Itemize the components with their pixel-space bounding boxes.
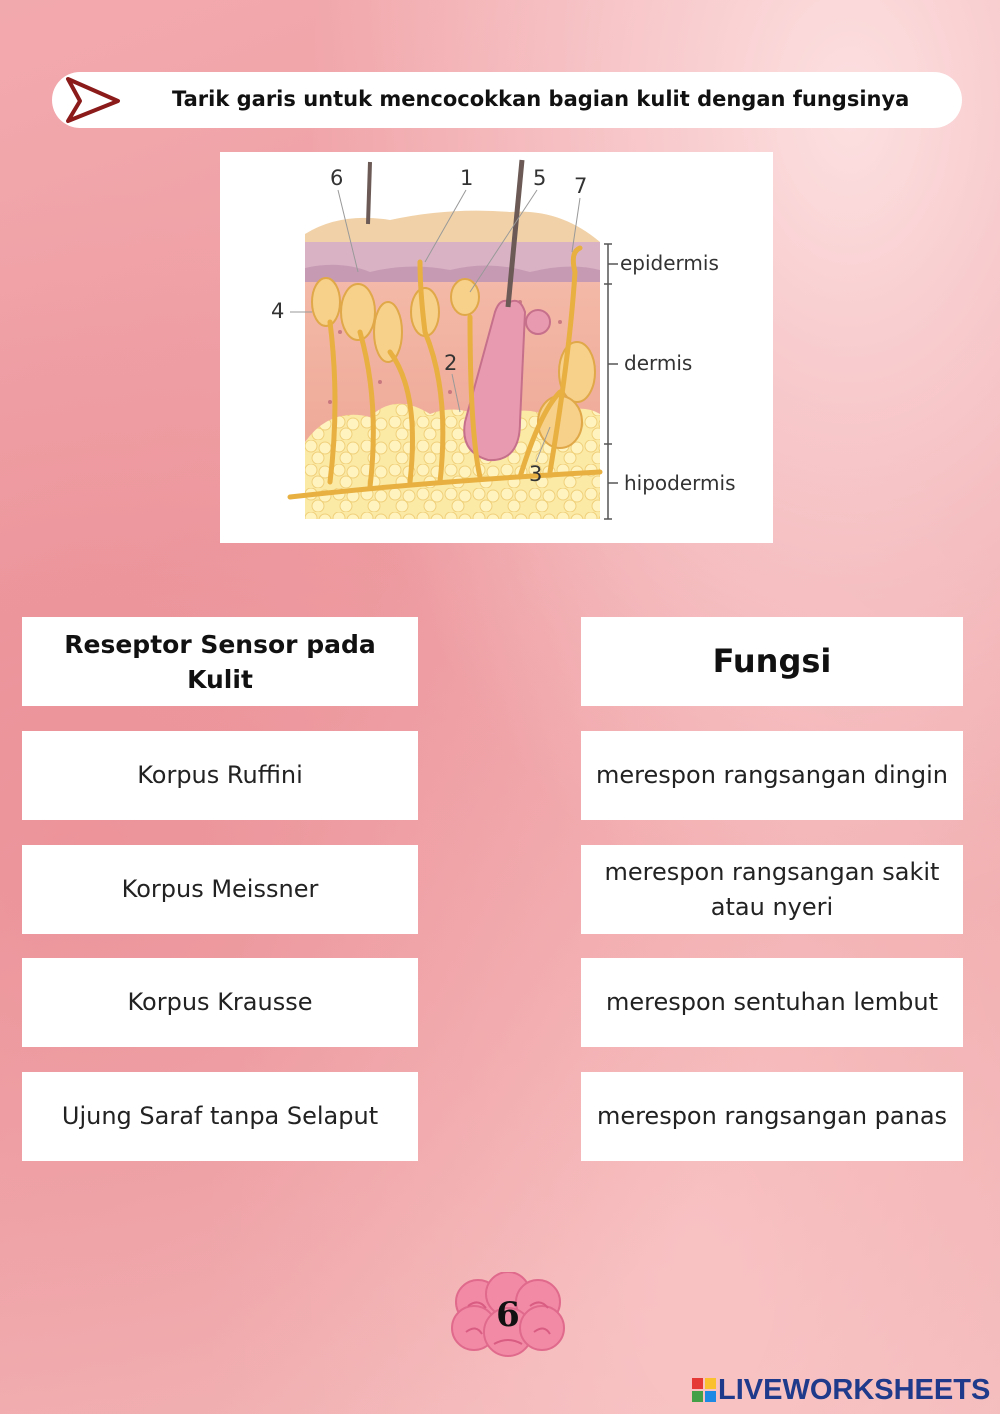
receptor-item-meissner[interactable]: Korpus Meissner	[22, 845, 418, 934]
receptor-item-ruffini[interactable]: Korpus Ruffini	[22, 731, 418, 820]
receptor-header: Reseptor Sensor pada Kulit	[22, 617, 418, 706]
brand-name: LIVEWORKSHEETS	[718, 1373, 991, 1406]
diagram-number: 7	[574, 174, 588, 198]
play-arrow-icon	[62, 74, 122, 124]
function-item-light-touch[interactable]: merespon sentuhan lembut	[581, 958, 963, 1047]
diagram-number: 4	[271, 299, 285, 323]
diagram-number: 2	[444, 351, 458, 375]
skin-diagram	[220, 152, 773, 543]
layer-label-epidermis: epidermis	[620, 251, 719, 275]
liveworksheets-brand	[692, 1370, 990, 1410]
liveworksheets-logo-icon	[692, 1378, 716, 1402]
diagram-number: 6	[330, 166, 344, 190]
function-header: Fungsi	[581, 617, 963, 706]
page-number: 6	[496, 1295, 520, 1335]
instruction-bar	[52, 72, 962, 128]
page-number-badge	[448, 1272, 568, 1358]
diagram-number: 1	[460, 166, 474, 190]
function-item-cold[interactable]: merespon rangsangan dingin	[581, 731, 963, 820]
function-item-pain[interactable]: merespon rangsangan sakit atau nyeri	[581, 845, 963, 934]
instruction-text: Tarik garis untuk mencocokkan bagian kulit dengan fungsinya	[172, 87, 910, 111]
function-item-heat[interactable]: merespon rangsangan panas	[581, 1072, 963, 1161]
receptor-item-krausse[interactable]: Korpus Krausse	[22, 958, 418, 1047]
diagram-number: 3	[529, 462, 543, 486]
layer-label-hipodermis: hipodermis	[624, 471, 736, 495]
diagram-number: 5	[533, 166, 547, 190]
receptor-item-free-nerve[interactable]: Ujung Saraf tanpa Selaput	[22, 1072, 418, 1161]
layer-label-dermis: dermis	[624, 351, 693, 375]
